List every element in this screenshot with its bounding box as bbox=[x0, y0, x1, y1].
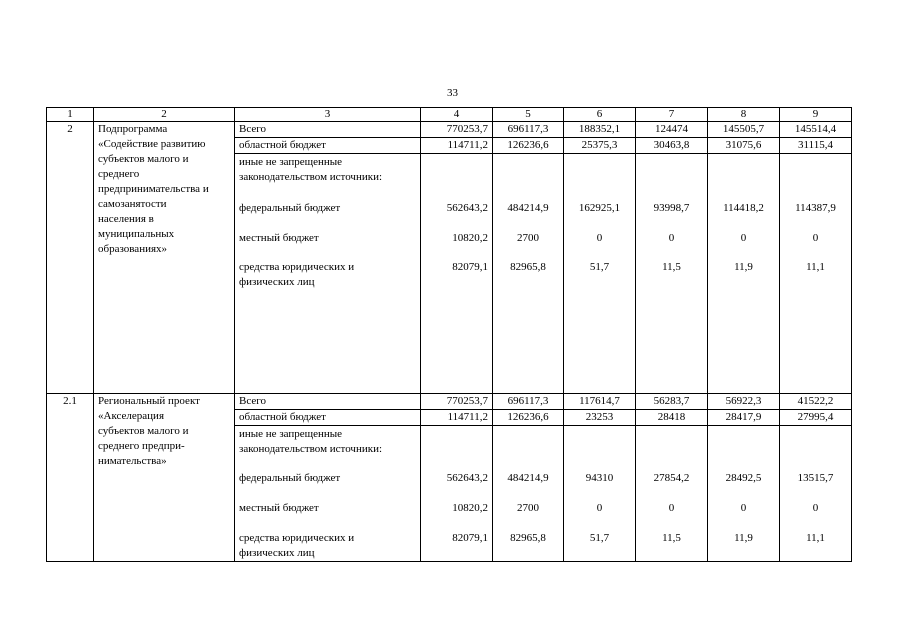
value-cell: 126236,6 bbox=[493, 138, 564, 154]
value-cell: 11,5 bbox=[636, 530, 708, 562]
value-cell: 28417,9 bbox=[708, 410, 780, 426]
source-label: областной бюджет bbox=[235, 410, 421, 426]
value-cell: 562643,2 bbox=[421, 200, 493, 230]
value-cell: 94310 bbox=[564, 470, 636, 500]
value-cell: 11,9 bbox=[708, 530, 780, 562]
value-cell: 28492,5 bbox=[708, 470, 780, 500]
value-cell: 11,5 bbox=[636, 259, 708, 394]
empty-cell bbox=[493, 154, 564, 200]
value-cell: 11,1 bbox=[780, 259, 852, 394]
value-cell: 162925,1 bbox=[564, 200, 636, 230]
empty-cell bbox=[708, 426, 780, 470]
program-name-line: муниципальных bbox=[98, 228, 175, 240]
source-label bbox=[235, 426, 421, 470]
value-cell: 82079,1 bbox=[421, 530, 493, 562]
value-cell: 0 bbox=[780, 500, 852, 530]
table-row-total bbox=[47, 394, 852, 410]
program-name-line: населения в bbox=[98, 213, 154, 225]
empty-cell bbox=[708, 154, 780, 200]
value-cell: 10820,2 bbox=[421, 500, 493, 530]
source-label: федеральный бюджет bbox=[235, 470, 421, 500]
empty-cell bbox=[780, 154, 852, 200]
value-cell: 2700 bbox=[493, 230, 564, 259]
column-header: 7 bbox=[636, 108, 708, 122]
value-cell: 31075,6 bbox=[708, 138, 780, 154]
value-cell: 696117,3 bbox=[493, 122, 564, 138]
source-label-line: законодательством источники: bbox=[239, 443, 383, 455]
value-cell: 82079,1 bbox=[421, 259, 493, 394]
value-cell: 188352,1 bbox=[564, 122, 636, 138]
value-cell: 25375,3 bbox=[564, 138, 636, 154]
empty-cell bbox=[564, 426, 636, 470]
value-cell: 114387,9 bbox=[780, 200, 852, 230]
value-cell: 23253 bbox=[564, 410, 636, 426]
empty-cell bbox=[636, 154, 708, 200]
value-cell: 11,9 bbox=[708, 259, 780, 394]
source-label: федеральный бюджет bbox=[235, 200, 421, 230]
value-cell: 11,1 bbox=[780, 530, 852, 562]
value-cell: 0 bbox=[564, 230, 636, 259]
empty-cell bbox=[421, 426, 493, 470]
column-header: 1 bbox=[47, 108, 94, 122]
value-cell: 93998,7 bbox=[636, 200, 708, 230]
row-number: 2.1 bbox=[47, 394, 94, 562]
value-cell: 126236,6 bbox=[493, 410, 564, 426]
value-cell: 30463,8 bbox=[636, 138, 708, 154]
value-cell: 56283,7 bbox=[636, 394, 708, 410]
source-label: Всего bbox=[235, 122, 421, 138]
source-label bbox=[235, 530, 421, 562]
table-row-total bbox=[47, 122, 852, 138]
page-number: 33 bbox=[447, 87, 458, 99]
source-label-line: физических лиц bbox=[239, 546, 315, 559]
program-name-line: предпринимательства и bbox=[98, 183, 209, 195]
program-name bbox=[94, 122, 235, 394]
program-name-line: образованиях» bbox=[98, 243, 168, 255]
empty-cell bbox=[493, 426, 564, 470]
value-cell: 0 bbox=[708, 500, 780, 530]
value-cell: 0 bbox=[564, 500, 636, 530]
value-cell: 82965,8 bbox=[493, 530, 564, 562]
value-cell: 145505,7 bbox=[708, 122, 780, 138]
value-cell: 114711,2 bbox=[421, 138, 493, 154]
value-cell: 10820,2 bbox=[421, 230, 493, 259]
value-cell: 0 bbox=[708, 230, 780, 259]
column-header: 6 bbox=[564, 108, 636, 122]
source-label-line: иные не запрещенные bbox=[239, 428, 343, 440]
program-name-line: среднего bbox=[98, 168, 140, 180]
value-cell: 124474 bbox=[636, 122, 708, 138]
program-name-line: среднего предпри- bbox=[98, 440, 185, 452]
source-label-line: средства юридических и bbox=[239, 531, 355, 544]
value-cell: 562643,2 bbox=[421, 470, 493, 500]
value-cell: 82965,8 bbox=[493, 259, 564, 394]
value-cell: 51,7 bbox=[564, 530, 636, 562]
value-cell: 484214,9 bbox=[493, 200, 564, 230]
value-cell: 51,7 bbox=[564, 259, 636, 394]
header-row bbox=[47, 108, 852, 122]
source-label-line: физических лиц bbox=[239, 275, 315, 288]
value-cell: 2700 bbox=[493, 500, 564, 530]
column-header: 2 bbox=[94, 108, 235, 122]
column-header: 9 bbox=[780, 108, 852, 122]
column-header: 8 bbox=[708, 108, 780, 122]
value-cell: 770253,7 bbox=[421, 394, 493, 410]
program-name-line: Региональный проект bbox=[98, 395, 200, 407]
source-label: местный бюджет bbox=[235, 500, 421, 530]
source-label-line: средства юридических и bbox=[239, 260, 355, 273]
program-name-line: нимательства» bbox=[98, 455, 167, 467]
value-cell: 114418,2 bbox=[708, 200, 780, 230]
budget-table bbox=[46, 107, 852, 562]
row-number: 2 bbox=[47, 122, 94, 394]
source-label bbox=[235, 154, 421, 200]
value-cell: 56922,3 bbox=[708, 394, 780, 410]
value-cell: 117614,7 bbox=[564, 394, 636, 410]
column-header: 5 bbox=[493, 108, 564, 122]
empty-cell bbox=[421, 154, 493, 200]
value-cell: 0 bbox=[636, 230, 708, 259]
empty-cell bbox=[564, 154, 636, 200]
source-label: Всего bbox=[235, 394, 421, 410]
program-name-line: Подпрограмма bbox=[98, 123, 168, 135]
program-name-line: «Акселерация bbox=[98, 410, 164, 422]
value-cell: 27854,2 bbox=[636, 470, 708, 500]
source-label: областной бюджет bbox=[235, 138, 421, 154]
value-cell: 0 bbox=[636, 500, 708, 530]
value-cell: 114711,2 bbox=[421, 410, 493, 426]
source-label: местный бюджет bbox=[235, 230, 421, 259]
value-cell: 28418 bbox=[636, 410, 708, 426]
column-header: 4 bbox=[421, 108, 493, 122]
value-cell: 484214,9 bbox=[493, 470, 564, 500]
program-name bbox=[94, 394, 235, 562]
program-name-line: субъектов малого и bbox=[98, 153, 189, 165]
value-cell: 696117,3 bbox=[493, 394, 564, 410]
source-label-line: иные не запрещенные bbox=[239, 156, 343, 168]
value-cell: 770253,7 bbox=[421, 122, 493, 138]
column-header: 3 bbox=[235, 108, 421, 122]
empty-cell bbox=[636, 426, 708, 470]
program-name-line: субъектов малого и bbox=[98, 425, 189, 437]
value-cell: 31115,4 bbox=[780, 138, 852, 154]
value-cell: 13515,7 bbox=[780, 470, 852, 500]
program-name-line: самозанятости bbox=[98, 198, 167, 210]
value-cell: 41522,2 bbox=[780, 394, 852, 410]
empty-cell bbox=[780, 426, 852, 470]
value-cell: 145514,4 bbox=[780, 122, 852, 138]
program-name-line: «Содействие развитию bbox=[98, 138, 206, 150]
value-cell: 0 bbox=[780, 230, 852, 259]
source-label-line: законодательством источники: bbox=[239, 171, 383, 183]
source-label bbox=[235, 259, 421, 394]
value-cell: 27995,4 bbox=[780, 410, 852, 426]
